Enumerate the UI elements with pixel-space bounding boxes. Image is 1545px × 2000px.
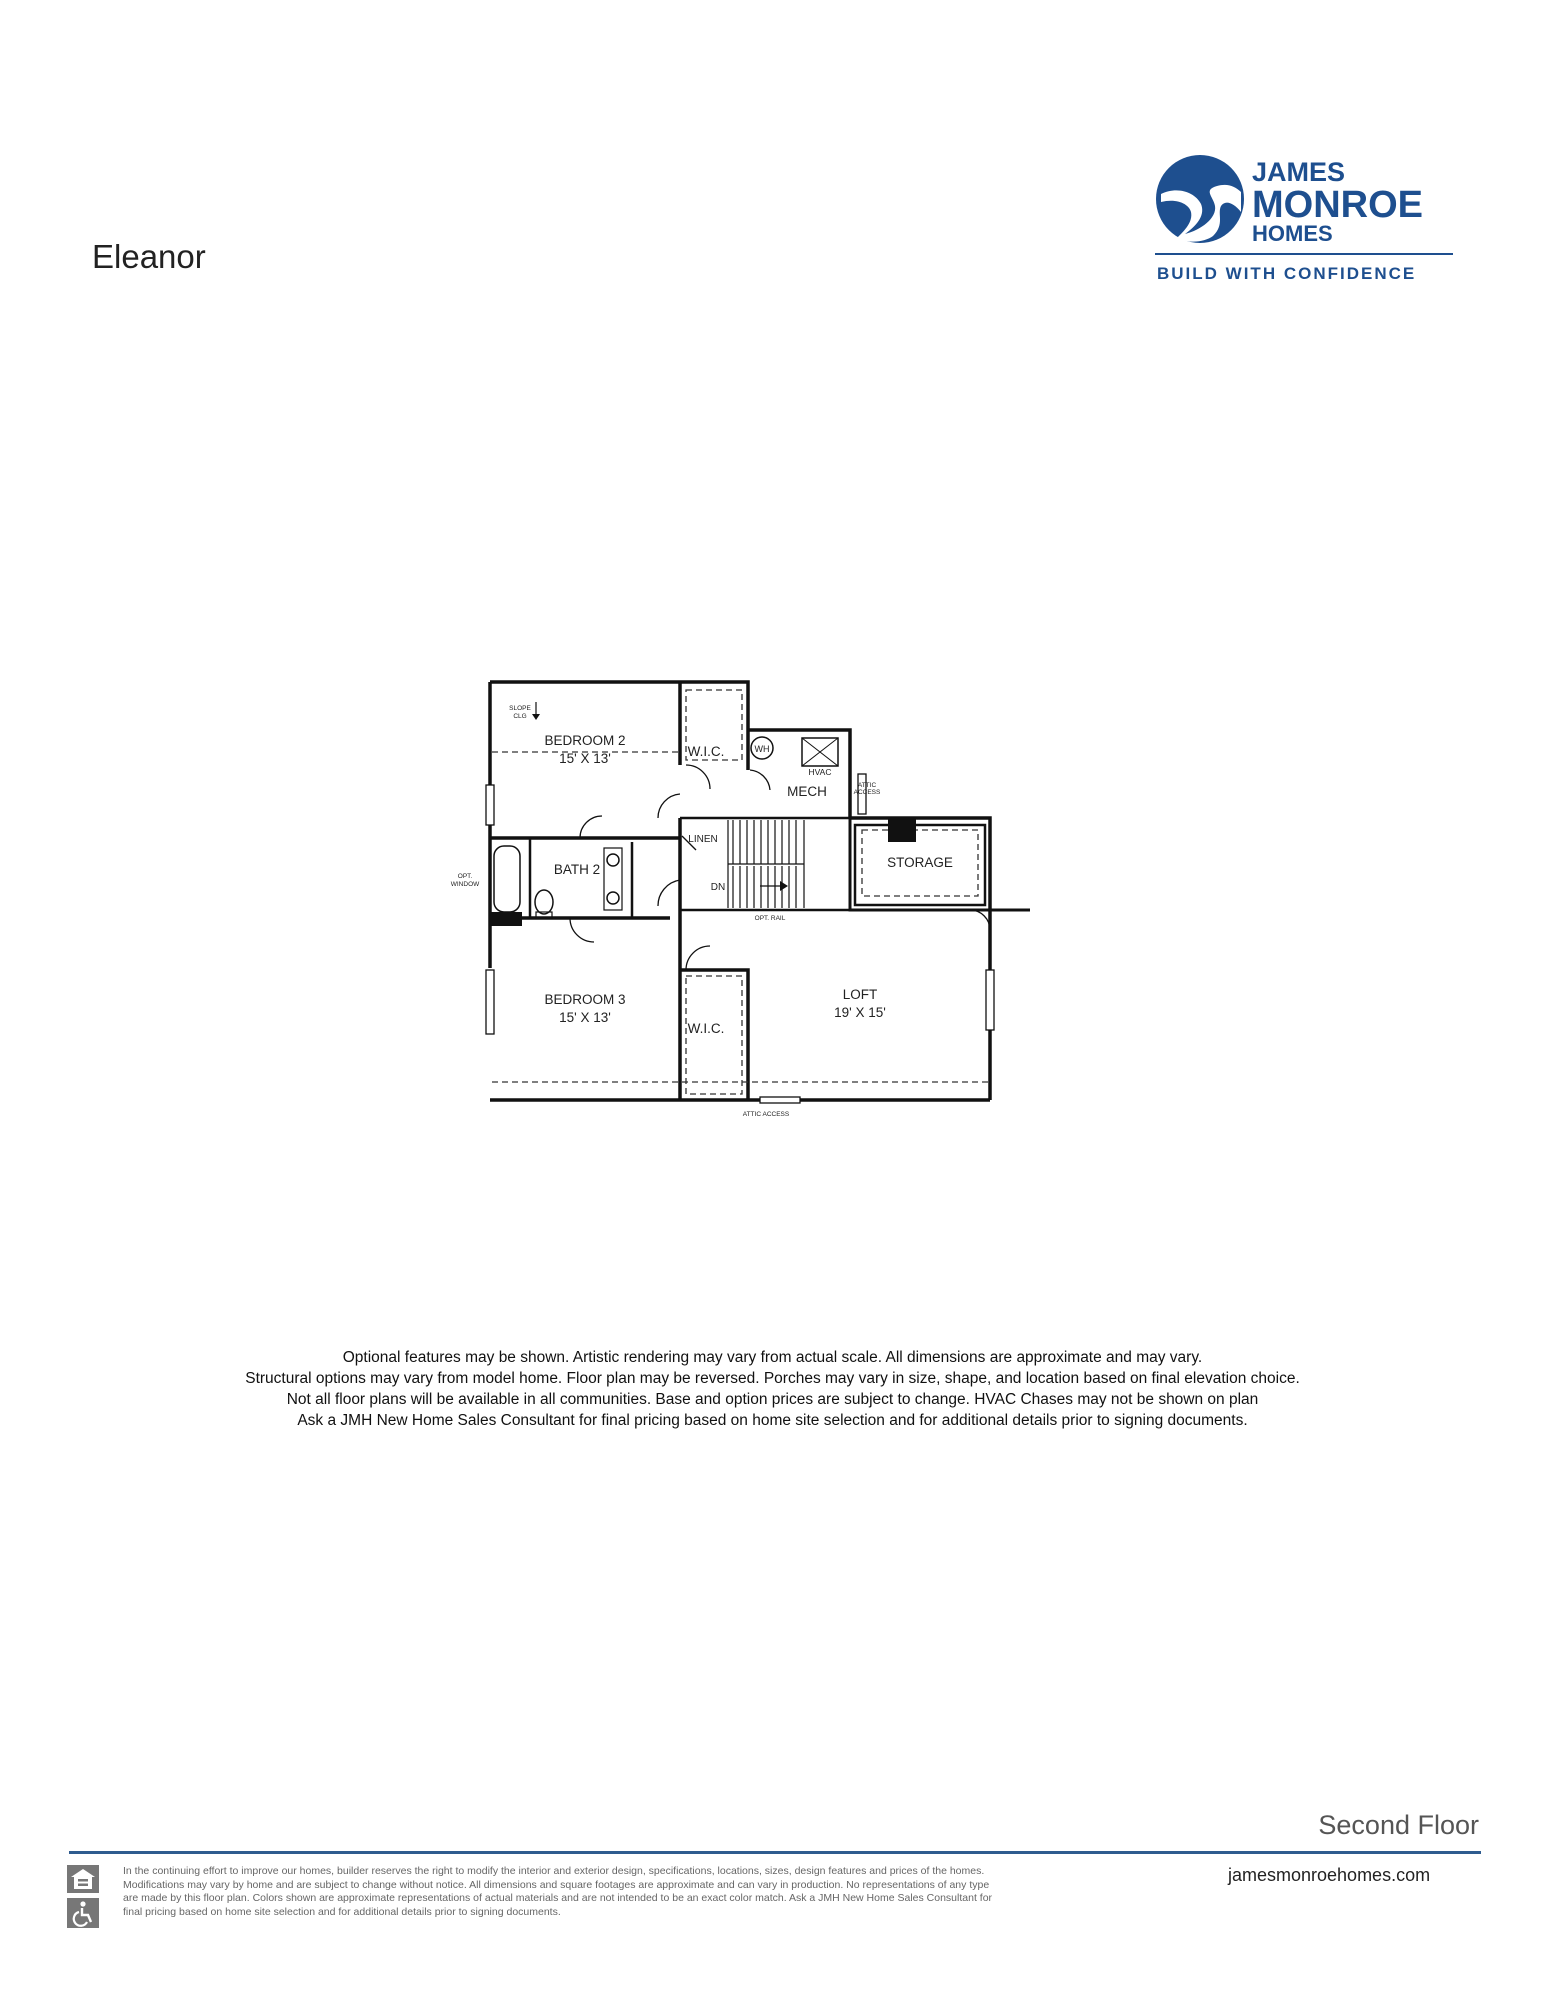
accessibility-icon bbox=[67, 1898, 99, 1928]
opt-window-label-2: WINDOW bbox=[450, 881, 480, 888]
linen-label: LINEN bbox=[688, 834, 718, 845]
hvac-label: HVAC bbox=[808, 767, 832, 777]
slope-clg-label-2: CLG bbox=[513, 713, 527, 720]
loft-size: 19' X 15' bbox=[834, 1005, 886, 1020]
equal-housing-icon bbox=[67, 1865, 99, 1893]
disclaimer-line-2: Structural options may vary from model home. Floor plan may be reversed. Porches may vary in size, shape, and location based on final elevation choice. bbox=[245, 1370, 1300, 1387]
attic-access-side-1: ATTIC bbox=[857, 782, 877, 789]
disclaimer-line-3: Not all floor plans will be available in all communities. Base and option prices are subject to change. HVAC Chases may not be shown on plan bbox=[286, 1391, 1259, 1408]
disclaimer-line-4: Ask a JMH New Home Sales Consultant for final pricing based on home site selection and for additional details prior to signing documents. bbox=[297, 1412, 1248, 1429]
loft-name: LOFT bbox=[842, 987, 878, 1002]
fine-print-line-4: final pricing based on home site selection and for additional details prior to signing documents. bbox=[123, 1905, 561, 1918]
mech-label: MECH bbox=[787, 784, 827, 799]
stair-down-label: DN bbox=[710, 882, 726, 893]
legal-fine-print bbox=[123, 1865, 1183, 1919]
plan-name: Eleanor bbox=[92, 238, 206, 275]
fine-print-line-2: Modifications may vary by home and are subject to change without notice. All dimensions and square footages are approximate and can vary in production. No representations of any type bbox=[123, 1878, 990, 1891]
website-link[interactable]: jamesmonroehomes.com bbox=[1228, 1865, 1431, 1885]
opt-rail-label: OPT. RAIL bbox=[754, 915, 786, 922]
logo-tagline: BUILD WITH CONFIDENCE bbox=[1157, 264, 1417, 283]
slope-clg-label-1: SLOPE bbox=[509, 705, 531, 712]
bedroom2-size: 15' X 13' bbox=[559, 751, 611, 766]
bedroom2-name: BEDROOM 2 bbox=[544, 733, 626, 748]
logo-line-james: JAMES bbox=[1252, 157, 1346, 187]
storage-label: STORAGE bbox=[887, 855, 953, 870]
wic-lower-label: W.I.C. bbox=[687, 1021, 725, 1036]
bath2-label: BATH 2 bbox=[553, 862, 601, 877]
disclaimer bbox=[120, 1347, 1425, 1431]
logo-mark bbox=[1155, 152, 1455, 292]
attic-access-side-2: ACCESS bbox=[853, 789, 881, 796]
wh-label: WH bbox=[754, 744, 770, 754]
logo-line-monroe: MONROE bbox=[1252, 184, 1423, 226]
company-logo bbox=[1155, 152, 1455, 292]
attic-access-bottom: ATTIC ACCESS bbox=[742, 1111, 790, 1118]
logo-line-homes: HOMES bbox=[1252, 221, 1333, 246]
floor-label: Second Floor bbox=[1318, 1810, 1479, 1840]
opt-window-label-1: OPT. bbox=[457, 873, 473, 880]
bedroom3-name: BEDROOM 3 bbox=[544, 992, 626, 1007]
footer-divider bbox=[69, 1851, 1481, 1854]
fine-print-line-3: are made by this floor plan. Colors shown are approximate representations of actual materials and are not intended to be an exact color match. Ask a JMH New Home Sales Consultant for bbox=[123, 1892, 993, 1905]
bedroom3-size: 15' X 13' bbox=[559, 1010, 611, 1025]
fine-print-line-1: In the continuing effort to improve our homes, builder reserves the right to modify the interior and exterior design, specifications, locations, sizes, design features and prices of the homes. bbox=[123, 1865, 985, 1877]
wic-upper-label: W.I.C. bbox=[687, 744, 725, 759]
second-floor-plan bbox=[430, 670, 1030, 1130]
disclaimer-line-1: Optional features may be shown. Artistic rendering may vary from actual scale. All dimensions are approximate and may vary. bbox=[342, 1349, 1203, 1366]
